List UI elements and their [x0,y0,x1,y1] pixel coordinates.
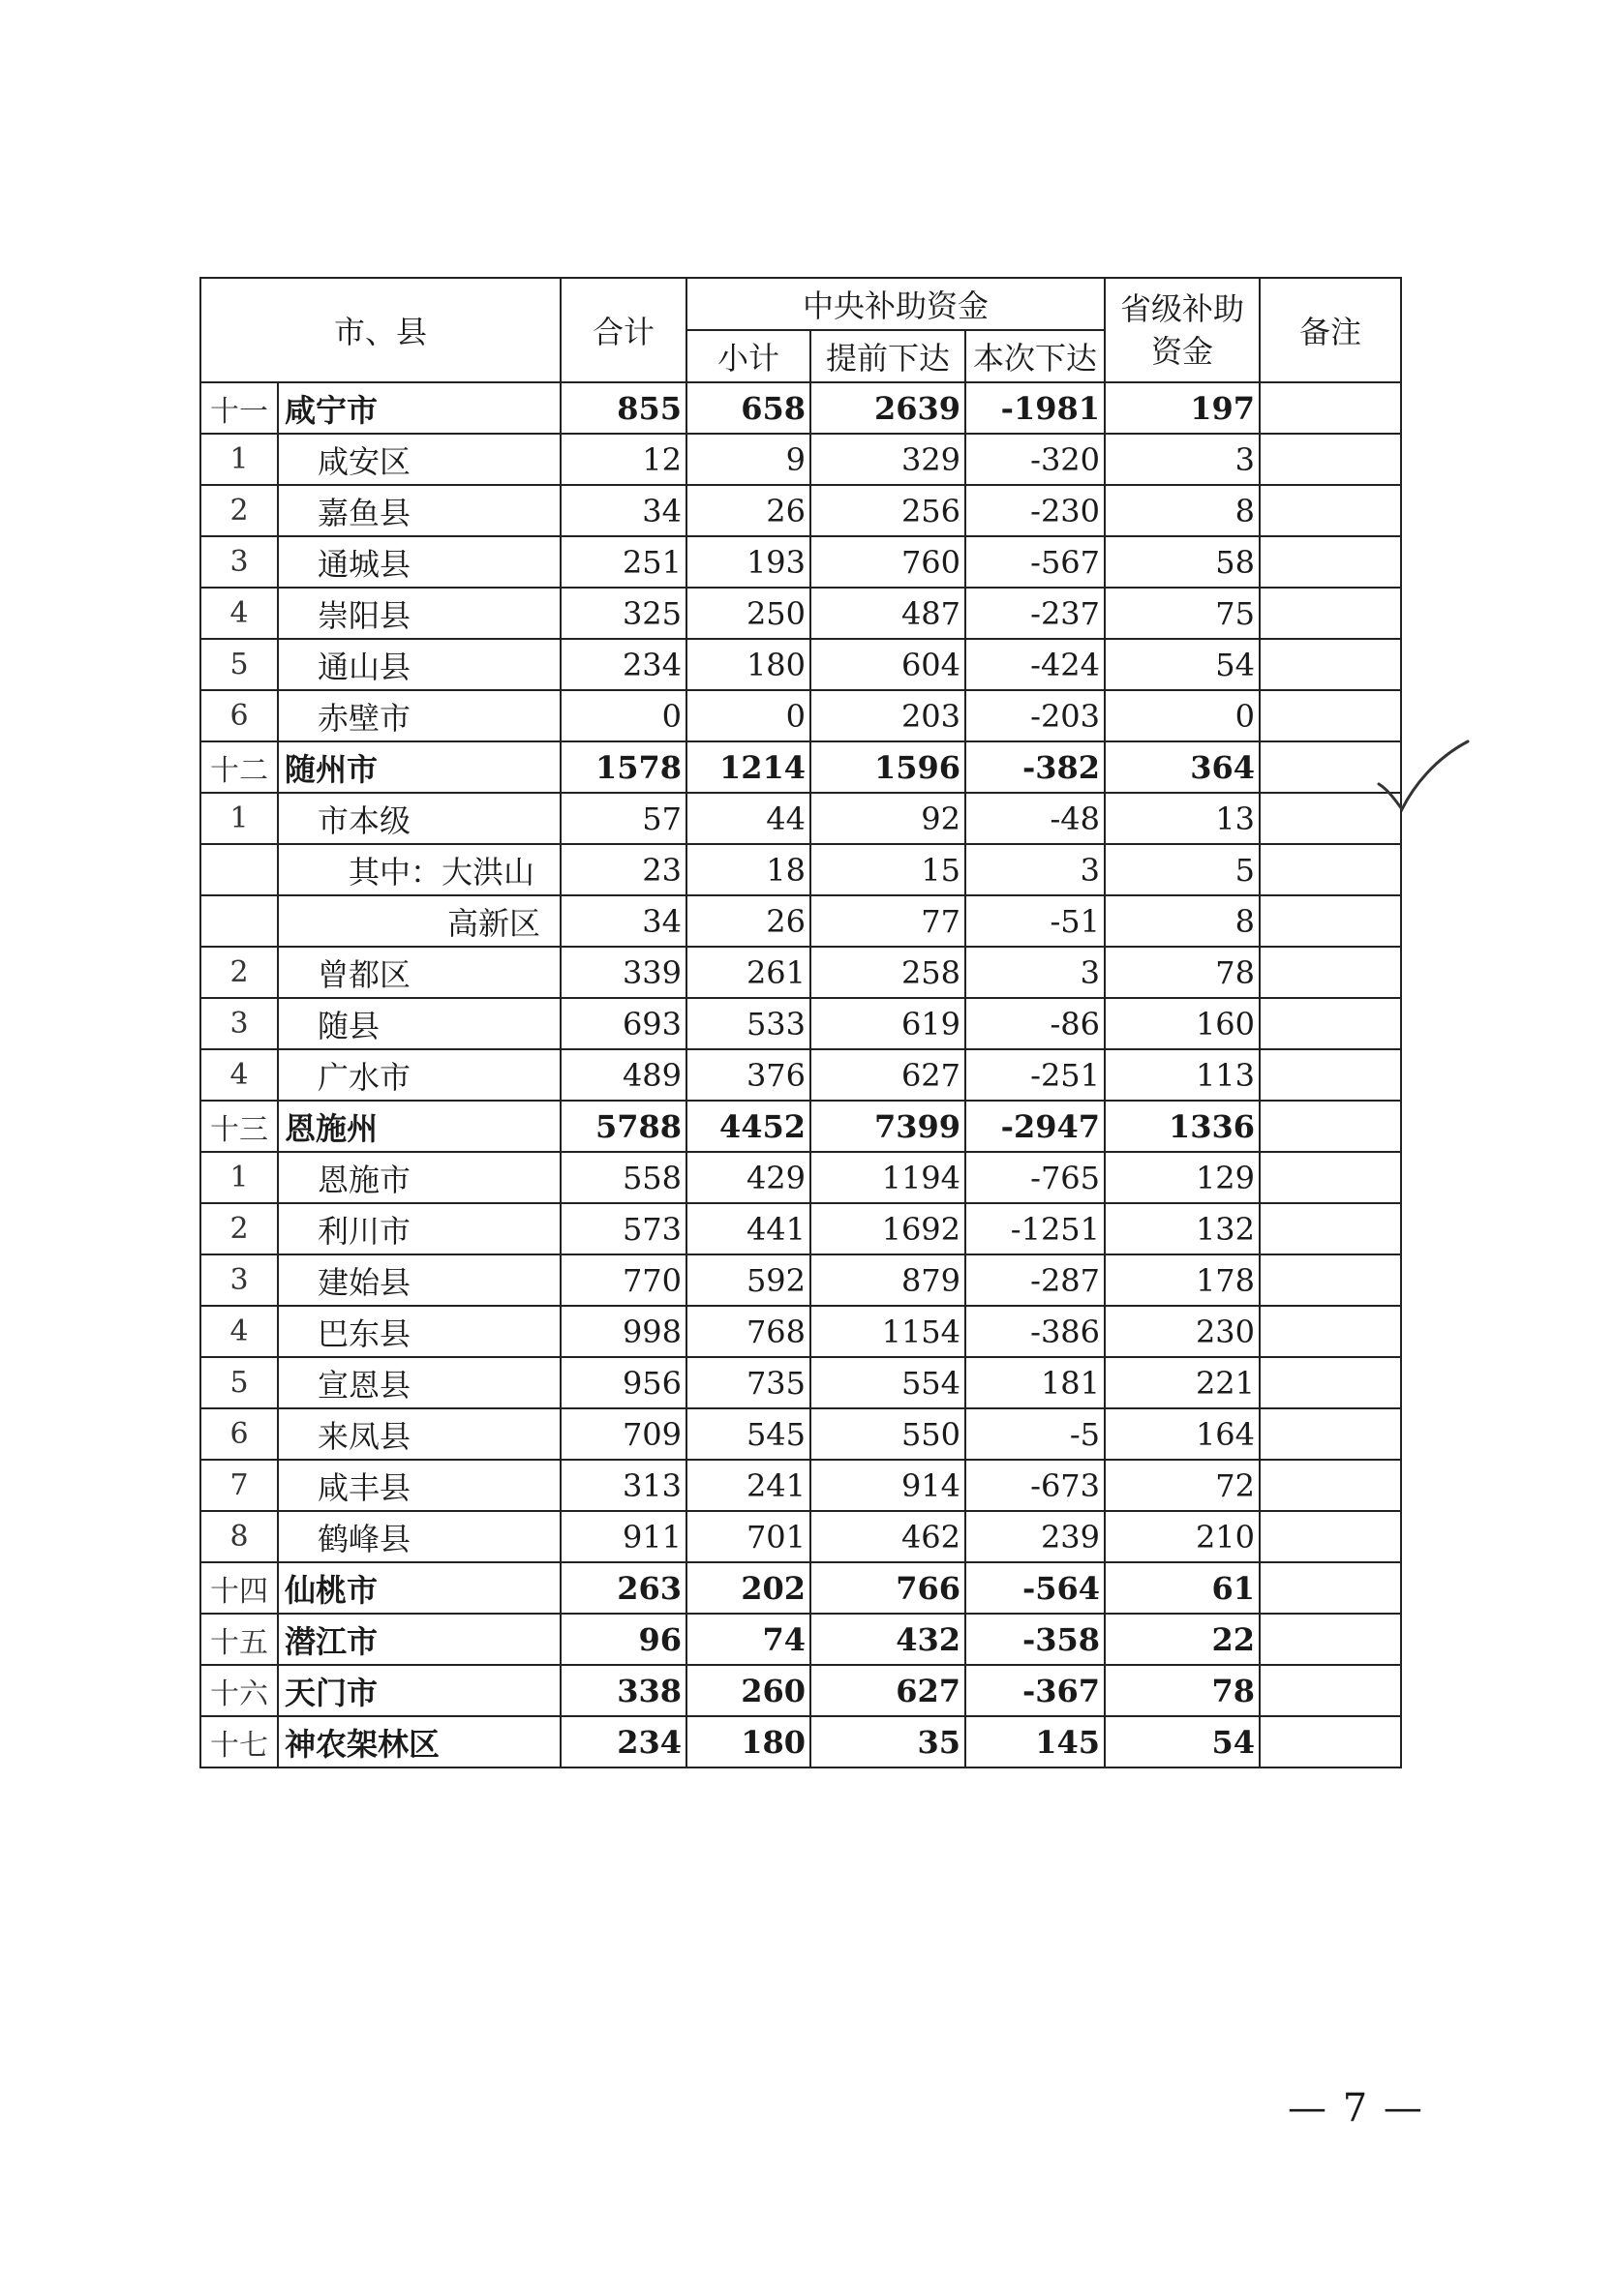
subtotal-cell: 74 [686,1614,810,1665]
remark-cell [1260,588,1401,639]
row-index: 6 [200,690,278,741]
region-name: 咸宁市 [278,382,561,434]
advance-cell: 766 [810,1562,965,1614]
current-cell: -1251 [965,1203,1105,1254]
remark-cell [1260,1460,1401,1511]
provincial-cell: 5 [1105,844,1260,895]
advance-cell: 550 [810,1408,965,1460]
provincial-cell: 210 [1105,1511,1260,1562]
advance-cell: 92 [810,793,965,844]
table-row [200,1357,1401,1408]
subtotal-cell: 1214 [686,741,810,793]
total-cell: 234 [561,1716,686,1767]
total-cell: 23 [561,844,686,895]
table-row [200,1306,1401,1357]
row-index: 3 [200,998,278,1049]
subtotal-cell: 429 [686,1152,810,1203]
current-cell: -86 [965,998,1105,1049]
header-provincial: 省级补助资金 [1105,278,1260,382]
table-row [200,485,1401,536]
provincial-cell: 22 [1105,1614,1260,1665]
region-name: 神农架林区 [278,1716,561,1767]
subtotal-cell: 241 [686,1460,810,1511]
advance-cell: 627 [810,1049,965,1101]
total-cell: 855 [561,382,686,434]
region-name: 崇阳县 [278,588,561,639]
advance-cell: 432 [810,1614,965,1665]
row-index: 6 [200,1408,278,1460]
provincial-cell: 364 [1105,741,1260,793]
table-header [200,278,1401,382]
remark-cell [1260,1562,1401,1614]
table-row [200,741,1401,793]
row-index [200,895,278,947]
region-name: 嘉鱼县 [278,485,561,536]
remark-cell [1260,1306,1401,1357]
table-row [200,1460,1401,1511]
advance-cell: 1596 [810,741,965,793]
subtotal-cell: 376 [686,1049,810,1101]
remark-cell [1260,1101,1401,1152]
region-name: 随县 [278,998,561,1049]
remark-cell [1260,536,1401,588]
header-total: 合计 [561,278,686,382]
total-cell: 0 [561,690,686,741]
remark-cell [1260,1511,1401,1562]
total-cell: 234 [561,639,686,690]
region-name: 市本级 [278,793,561,844]
table-row [200,690,1401,741]
header-central: 中央补助资金 [686,278,1105,330]
table-row [200,1049,1401,1101]
table-row [200,1614,1401,1665]
region-name: 恩施州 [278,1101,561,1152]
provincial-cell: 132 [1105,1203,1260,1254]
provincial-cell: 160 [1105,998,1260,1049]
row-index: 十二 [200,741,278,793]
row-index: 4 [200,1306,278,1357]
region-name: 仙桃市 [278,1562,561,1614]
provincial-cell: 78 [1105,947,1260,998]
row-index: 2 [200,947,278,998]
subtotal-cell: 592 [686,1254,810,1306]
subtotal-cell: 260 [686,1665,810,1716]
allocation-table [199,277,1402,1768]
advance-cell: 7399 [810,1101,965,1152]
current-cell: -287 [965,1254,1105,1306]
current-cell: -358 [965,1614,1105,1665]
table-row [200,1101,1401,1152]
subtotal-cell: 26 [686,485,810,536]
subtotal-cell: 9 [686,434,810,485]
advance-cell: 760 [810,536,965,588]
provincial-cell: 58 [1105,536,1260,588]
provincial-cell: 8 [1105,485,1260,536]
advance-cell: 1194 [810,1152,965,1203]
remark-cell [1260,1408,1401,1460]
provincial-cell: 1336 [1105,1101,1260,1152]
provincial-cell: 164 [1105,1408,1260,1460]
current-cell: -386 [965,1306,1105,1357]
subtotal-cell: 441 [686,1203,810,1254]
total-cell: 34 [561,485,686,536]
row-index: 4 [200,588,278,639]
advance-cell: 627 [810,1665,965,1716]
advance-cell: 2639 [810,382,965,434]
table-row [200,1665,1401,1716]
row-index: 1 [200,434,278,485]
advance-cell: 554 [810,1357,965,1408]
remark-cell [1260,1614,1401,1665]
total-cell: 1578 [561,741,686,793]
remark-cell [1260,1254,1401,1306]
provincial-cell: 230 [1105,1306,1260,1357]
current-cell: -320 [965,434,1105,485]
current-cell: -251 [965,1049,1105,1101]
remark-cell [1260,844,1401,895]
row-index: 十四 [200,1562,278,1614]
provincial-cell: 129 [1105,1152,1260,1203]
table-row [200,895,1401,947]
subtotal-cell: 250 [686,588,810,639]
row-index: 十一 [200,382,278,434]
advance-cell: 462 [810,1511,965,1562]
subtotal-cell: 735 [686,1357,810,1408]
total-cell: 956 [561,1357,686,1408]
advance-cell: 1692 [810,1203,965,1254]
region-name: 其中：大洪山 [278,844,561,895]
row-index: 7 [200,1460,278,1511]
current-cell: -765 [965,1152,1105,1203]
provincial-cell: 0 [1105,690,1260,741]
total-cell: 709 [561,1408,686,1460]
region-name: 随州市 [278,741,561,793]
subtotal-cell: 261 [686,947,810,998]
row-index: 3 [200,1254,278,1306]
total-cell: 558 [561,1152,686,1203]
advance-cell: 604 [810,639,965,690]
table-row [200,1562,1401,1614]
region-name: 高新区 [278,895,561,947]
provincial-cell: 75 [1105,588,1260,639]
provincial-cell: 78 [1105,1665,1260,1716]
region-name: 巴东县 [278,1306,561,1357]
total-cell: 339 [561,947,686,998]
advance-cell: 256 [810,485,965,536]
remark-cell [1260,434,1401,485]
advance-cell: 203 [810,690,965,741]
region-name: 利川市 [278,1203,561,1254]
advance-cell: 329 [810,434,965,485]
remark-cell [1260,947,1401,998]
subtotal-cell: 545 [686,1408,810,1460]
total-cell: 96 [561,1614,686,1665]
advance-cell: 879 [810,1254,965,1306]
table-row [200,1511,1401,1562]
subtotal-cell: 0 [686,690,810,741]
region-name: 广水市 [278,1049,561,1101]
row-index: 十五 [200,1614,278,1665]
total-cell: 338 [561,1665,686,1716]
current-cell: -424 [965,639,1105,690]
row-index: 十三 [200,1101,278,1152]
current-cell: -2947 [965,1101,1105,1152]
region-name: 曾都区 [278,947,561,998]
subtotal-cell: 180 [686,639,810,690]
remark-cell [1260,1665,1401,1716]
remark-cell [1260,1049,1401,1101]
table-body [200,382,1401,1767]
total-cell: 34 [561,895,686,947]
current-cell: -237 [965,588,1105,639]
current-cell: 181 [965,1357,1105,1408]
remark-cell [1260,1203,1401,1254]
subtotal-cell: 533 [686,998,810,1049]
row-index: 5 [200,1357,278,1408]
table-row [200,1152,1401,1203]
subtotal-cell: 180 [686,1716,810,1767]
current-cell: -48 [965,793,1105,844]
current-cell: -203 [965,690,1105,741]
advance-cell: 914 [810,1460,965,1511]
remark-cell [1260,639,1401,690]
total-cell: 325 [561,588,686,639]
table-row [200,639,1401,690]
region-name: 宣恩县 [278,1357,561,1408]
advance-cell: 35 [810,1716,965,1767]
advance-cell: 1154 [810,1306,965,1357]
provincial-cell: 221 [1105,1357,1260,1408]
subtotal-cell: 202 [686,1562,810,1614]
row-index: 2 [200,1203,278,1254]
current-cell: 145 [965,1716,1105,1767]
row-index: 5 [200,639,278,690]
current-cell: 239 [965,1511,1105,1562]
remark-cell [1260,1716,1401,1767]
region-name: 咸丰县 [278,1460,561,1511]
subtotal-cell: 701 [686,1511,810,1562]
total-cell: 998 [561,1306,686,1357]
row-index: 1 [200,793,278,844]
provincial-cell: 3 [1105,434,1260,485]
remark-cell [1260,382,1401,434]
provincial-cell: 8 [1105,895,1260,947]
total-cell: 313 [561,1460,686,1511]
region-name: 来凤县 [278,1408,561,1460]
table-row [200,1408,1401,1460]
header-region: 市、县 [200,278,561,382]
subtotal-cell: 658 [686,382,810,434]
row-index [200,844,278,895]
current-cell: -51 [965,895,1105,947]
current-cell: 3 [965,844,1105,895]
table-row [200,1203,1401,1254]
row-index: 4 [200,1049,278,1101]
current-cell: -382 [965,741,1105,793]
table-row [200,434,1401,485]
current-cell: -564 [965,1562,1105,1614]
total-cell: 12 [561,434,686,485]
remark-cell [1260,1357,1401,1408]
total-cell: 911 [561,1511,686,1562]
provincial-cell: 113 [1105,1049,1260,1101]
total-cell: 770 [561,1254,686,1306]
header-advance: 提前下达 [810,330,965,382]
current-cell: -5 [965,1408,1105,1460]
region-name: 通山县 [278,639,561,690]
current-cell: -567 [965,536,1105,588]
subtotal-cell: 768 [686,1306,810,1357]
subtotal-cell: 26 [686,895,810,947]
subtotal-cell: 18 [686,844,810,895]
remark-cell [1260,895,1401,947]
table-row [200,793,1401,844]
subtotal-cell: 193 [686,536,810,588]
remark-cell [1260,1152,1401,1203]
provincial-cell: 72 [1105,1460,1260,1511]
current-cell: 3 [965,947,1105,998]
region-name: 咸安区 [278,434,561,485]
subtotal-cell: 44 [686,793,810,844]
advance-cell: 619 [810,998,965,1049]
region-name: 恩施市 [278,1152,561,1203]
table-row [200,844,1401,895]
total-cell: 57 [561,793,686,844]
provincial-cell: 54 [1105,1716,1260,1767]
provincial-cell: 61 [1105,1562,1260,1614]
subtotal-cell: 4452 [686,1101,810,1152]
total-cell: 263 [561,1562,686,1614]
table-row [200,1716,1401,1767]
total-cell: 573 [561,1203,686,1254]
handwritten-check-icon [1375,736,1472,813]
region-name: 赤壁市 [278,690,561,741]
row-index: 3 [200,536,278,588]
table-row [200,1254,1401,1306]
header-current: 本次下达 [965,330,1105,382]
advance-cell: 15 [810,844,965,895]
region-name: 通城县 [278,536,561,588]
row-index: 2 [200,485,278,536]
provincial-cell: 197 [1105,382,1260,434]
current-cell: -367 [965,1665,1105,1716]
advance-cell: 258 [810,947,965,998]
row-index: 8 [200,1511,278,1562]
remark-cell [1260,690,1401,741]
advance-cell: 487 [810,588,965,639]
table-row [200,536,1401,588]
header-subtotal: 小计 [686,330,810,382]
current-cell: -1981 [965,382,1105,434]
provincial-cell: 54 [1105,639,1260,690]
total-cell: 251 [561,536,686,588]
total-cell: 5788 [561,1101,686,1152]
region-name: 潜江市 [278,1614,561,1665]
provincial-cell: 13 [1105,793,1260,844]
region-name: 鹤峰县 [278,1511,561,1562]
total-cell: 489 [561,1049,686,1101]
provincial-cell: 178 [1105,1254,1260,1306]
region-name: 天门市 [278,1665,561,1716]
page-number: — 7 — [1288,2086,1424,2130]
table-row [200,998,1401,1049]
table-row [200,588,1401,639]
current-cell: -673 [965,1460,1105,1511]
row-index: 十七 [200,1716,278,1767]
current-cell: -230 [965,485,1105,536]
header-remark: 备注 [1260,278,1401,382]
total-cell: 693 [561,998,686,1049]
row-index: 十六 [200,1665,278,1716]
remark-cell [1260,998,1401,1049]
remark-cell [1260,485,1401,536]
row-index: 1 [200,1152,278,1203]
advance-cell: 77 [810,895,965,947]
table-row [200,947,1401,998]
table-row [200,382,1401,434]
region-name: 建始县 [278,1254,561,1306]
